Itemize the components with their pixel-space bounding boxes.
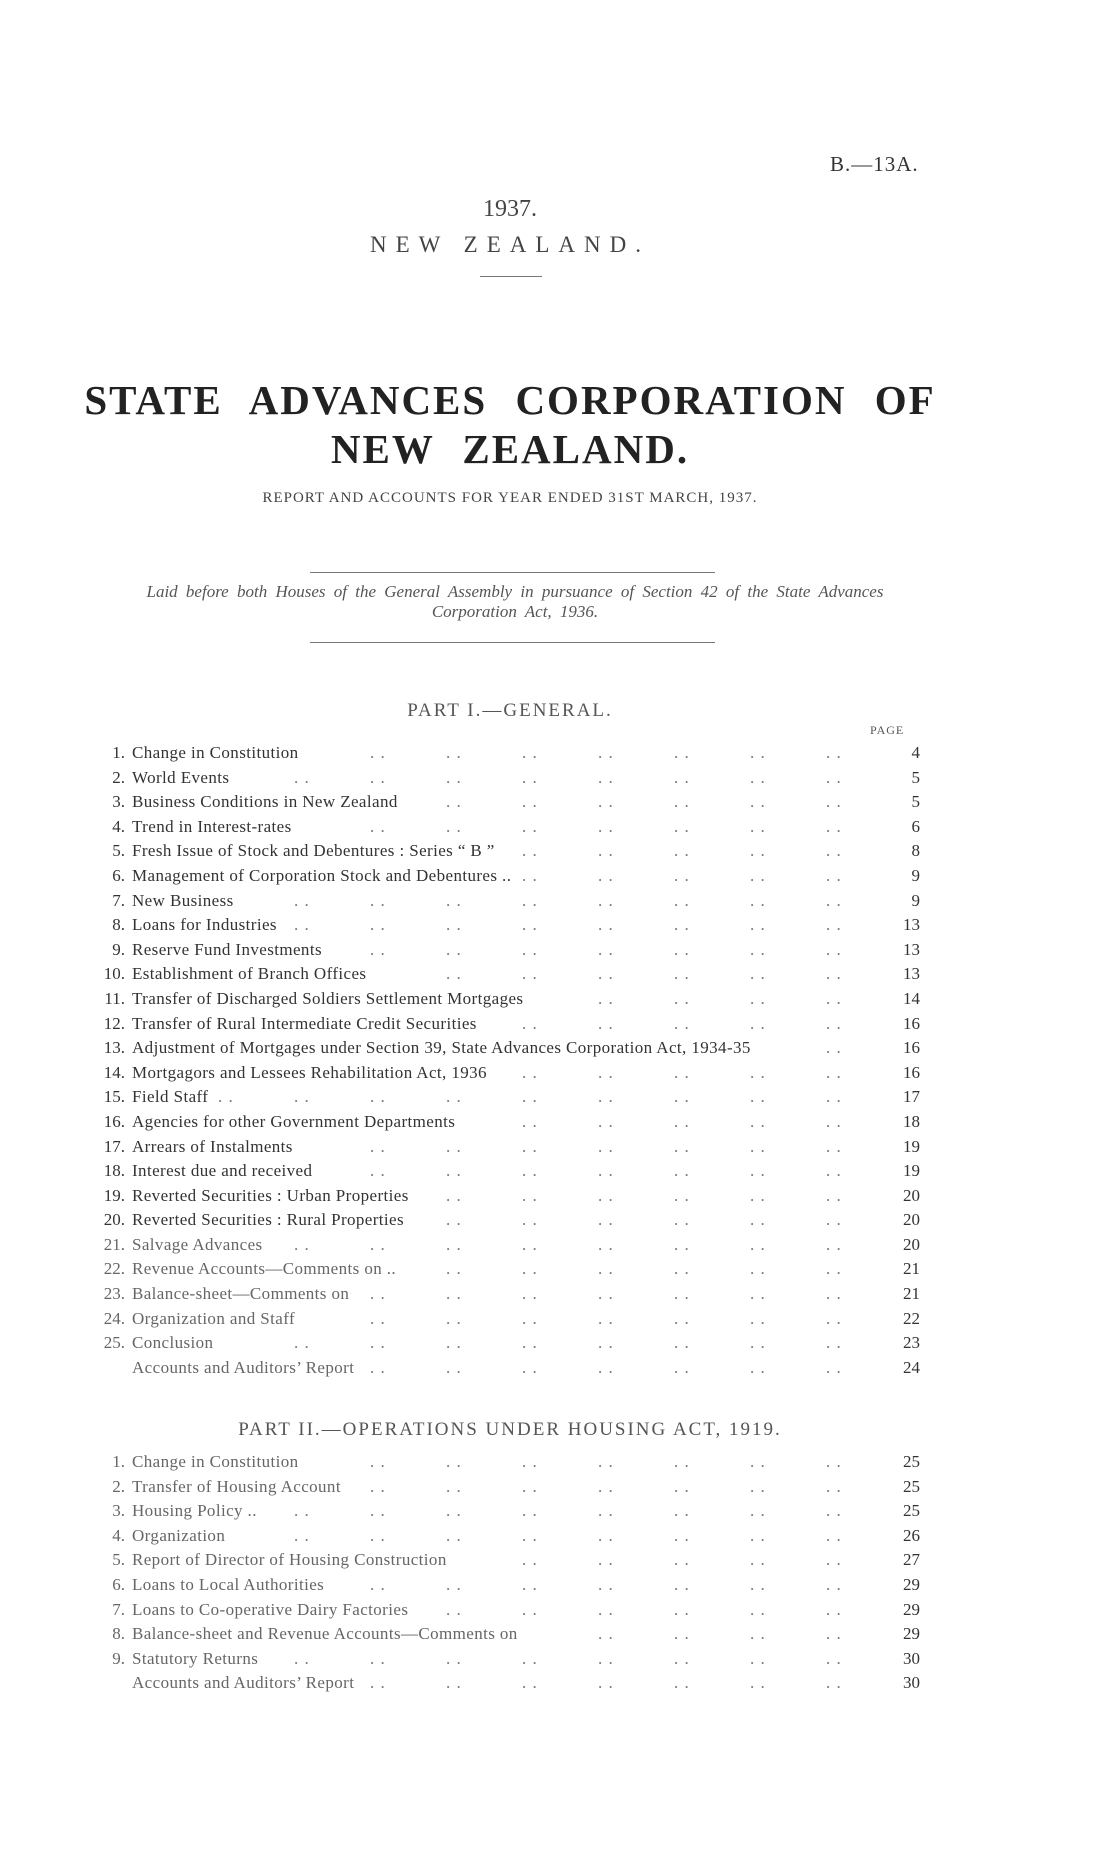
toc-item-page: 13	[903, 915, 920, 935]
toc-row: 23. Balance-sheet—Comments on 21 . . . . . . . . . . . . . .	[103, 1284, 920, 1304]
toc-row: 18. Interest due and received 19 . . . . . . . . . . . . . .	[103, 1161, 920, 1181]
toc-item-number: 11.	[104, 988, 125, 1008]
toc-item-page: 19	[903, 1136, 920, 1156]
toc-row: 9. Statutory Returns 30 . . . . . . . . . . . . . . . .	[112, 1648, 920, 1668]
toc-item-label: Balance-sheet—Comments on	[132, 1284, 350, 1304]
toc-item-page: 20	[903, 1185, 920, 1205]
toc-row: 16. Agencies for other Government Departments 18 . . . . . . . . . .	[103, 1111, 920, 1131]
toc-row: 8. Loans for Industries 13 . . . . . . . . . . . . . . . .	[112, 915, 920, 935]
toc-item-number: 7.	[112, 1599, 125, 1619]
toc-item-label: Transfer of Rural Intermediate Credit Securities	[132, 1013, 477, 1033]
laid-divider-bottom	[310, 642, 715, 643]
toc-item-number: 8.	[112, 915, 125, 935]
toc-item-label: Reverted Securities : Urban Properties	[132, 1185, 409, 1205]
toc-item-label: Management of Corporation Stock and Debentures ..	[132, 865, 512, 885]
toc-item-label: World Events	[132, 767, 230, 787]
toc-item-number: 17.	[103, 1136, 125, 1156]
toc-item-number: 20.	[103, 1210, 125, 1230]
toc-item-page: 9	[911, 865, 920, 885]
toc-item-page: 16	[903, 1038, 920, 1058]
toc-row: 6. Management of Corporation Stock and Debentures .. 9 . . . . . . . . . .	[112, 865, 920, 885]
toc-item-page: 29	[903, 1574, 920, 1594]
part-1-contents	[80, 743, 920, 1382]
part-1-heading: PART I.—GENERAL.	[407, 700, 613, 721]
toc-item-page: 29	[903, 1599, 920, 1619]
toc-item-number: 10.	[103, 964, 125, 984]
toc-row: 4. Trend in Interest-rates 6 . . . . . . . . . . . . . .	[112, 816, 920, 836]
toc-item-number: 1.	[112, 743, 125, 762]
toc-item-number: 24.	[103, 1308, 125, 1328]
toc-row: 15. Field Staff 17 . . . . . . . . . . . . . . . . . .	[103, 1087, 920, 1107]
toc-item-label: Accounts and Auditors’ Report	[132, 1673, 355, 1693]
toc-item-number: 2.	[112, 767, 125, 787]
toc-row: 8. Balance-sheet and Revenue Accounts—Comments on 29 . . . . . . . .	[112, 1624, 920, 1644]
toc-row: 5. Report of Director of Housing Construction 27 . . . . . . . . . .	[112, 1550, 920, 1570]
toc-row: 20. Reverted Securities : Rural Properties 20 . . . . . . . . . . . .	[103, 1210, 920, 1230]
toc-item-page: 13	[903, 939, 920, 959]
toc-item-number: 22.	[103, 1259, 125, 1279]
toc-row: 12. Transfer of Rural Intermediate Credit Securities 16 . . . . . . . . . .	[103, 1013, 920, 1033]
toc-item-number: 6.	[112, 1574, 125, 1594]
toc-item-page: 26	[903, 1525, 920, 1545]
toc-item-page: 30	[903, 1648, 920, 1668]
document-reference: B.—13A.	[830, 152, 919, 176]
toc-item-page: 25	[903, 1452, 920, 1471]
toc-item-label: Establishment of Branch Offices	[132, 964, 367, 984]
toc-item-page: 13	[903, 964, 920, 984]
toc-item-page: 17	[903, 1087, 920, 1107]
toc-item-page: 16	[903, 1062, 920, 1082]
toc-item-page: 25	[903, 1476, 920, 1496]
toc-row: 1. Change in Constitution 4 . . . . . . . . . . . . . .	[112, 743, 920, 762]
title-line-1: STATE ADVANCES CORPORATION OF	[84, 377, 936, 423]
toc-item-label: Reserve Fund Investments	[132, 939, 322, 959]
toc-item-number: 5.	[112, 1550, 125, 1570]
toc-item-label: Balance-sheet and Revenue Accounts—Comments on	[132, 1624, 518, 1644]
toc-row: 4. Organization 26 . . . . . . . . . . . . . . . .	[112, 1525, 920, 1545]
toc-item-label: Mortgagors and Lessees Rehabilitation Act, 1936	[132, 1062, 487, 1082]
toc-item-label: Fresh Issue of Stock and Debentures : Series “ B ”	[132, 841, 495, 861]
toc-item-label: Statutory Returns	[132, 1648, 259, 1668]
toc-row: 6. Loans to Local Authorities 29 . . . . . . . . . . . . . .	[112, 1574, 920, 1594]
toc-row: 1. Change in Constitution 25 . . . . . . . . . . . . . .	[112, 1452, 920, 1471]
toc-item-number: 9.	[112, 1648, 125, 1668]
toc-item-page: 5	[911, 767, 920, 787]
toc-item-number: 12.	[103, 1013, 125, 1033]
toc-item-page: 9	[911, 890, 920, 910]
laid-line-1: Laid before both Houses of the General Assembly in pursuance of Section 42 of the State Advances	[146, 582, 884, 601]
toc-item-page: 21	[903, 1259, 920, 1279]
document-year: 1937.	[483, 196, 537, 222]
toc-item-page: 24	[903, 1357, 920, 1377]
toc-item-page: 25	[903, 1501, 920, 1521]
part-2-contents	[80, 1452, 920, 1698]
toc-row: 11. Transfer of Discharged Soldiers Settlement Mortgages 14 . . . . . . . .	[104, 988, 920, 1008]
toc-item-number: 7.	[112, 890, 125, 910]
toc-item-label: Field Staff	[132, 1087, 209, 1107]
part-2-heading: PART II.—OPERATIONS UNDER HOUSING ACT, 1919.	[238, 1419, 782, 1440]
toc-row: 25. Conclusion 23 . . . . . . . . . . . . . . . .	[103, 1333, 920, 1353]
toc-row: 7. Loans to Co-operative Dairy Factories 29 . . . . . . . . . . . .	[112, 1599, 920, 1619]
toc-item-page: 21	[903, 1284, 920, 1304]
toc-item-number: 8.	[112, 1624, 125, 1644]
toc-item-label: Interest due and received	[132, 1161, 313, 1181]
toc-item-label: Change in Constitution	[132, 743, 299, 762]
toc-item-label: Loans to Local Authorities	[132, 1574, 325, 1594]
toc-item-label: Trend in Interest-rates	[132, 816, 292, 836]
toc-item-number: 4.	[112, 1525, 125, 1545]
toc-item-page: 5	[911, 792, 920, 812]
toc-row: 3. Housing Policy .. 25 . . . . . . . . . . . . . . . .	[112, 1501, 920, 1521]
toc-item-page: 18	[903, 1111, 920, 1131]
toc-item-number: 6.	[112, 865, 125, 885]
toc-item-number: 13.	[103, 1038, 125, 1058]
toc-row: 21. Salvage Advances 20 . . . . . . . . . . . . . . . .	[103, 1234, 920, 1254]
toc-item-page: 20	[903, 1234, 920, 1254]
toc-item-label: Organization and Staff	[132, 1308, 296, 1328]
toc-item-number: 5.	[112, 841, 125, 861]
toc-item-label: Business Conditions in New Zealand	[132, 792, 398, 812]
toc-item-page: 8	[911, 841, 920, 861]
toc-item-label: New Business	[132, 890, 234, 910]
toc-row: 13. Adjustment of Mortgages under Section 39, State Advances Corporation Act, 1934-35 16 . .	[103, 1038, 920, 1058]
laid-divider-top	[310, 572, 715, 573]
toc-row: 17. Arrears of Instalments 19 . . . . . . . . . . . . . .	[103, 1136, 920, 1156]
toc-item-label: Housing Policy ..	[132, 1501, 257, 1521]
toc-item-label: Transfer of Discharged Soldiers Settlement Mortgages	[132, 988, 524, 1008]
toc-row: Accounts and Auditors’ Report 30 . . . . . . . . . . . . . .	[132, 1673, 920, 1693]
toc-item-number: 3.	[112, 1501, 125, 1521]
laid-before-notice	[90, 582, 940, 622]
toc-item-number: 25.	[103, 1333, 125, 1353]
toc-item-label: Change in Constitution	[132, 1452, 299, 1471]
toc-item-number: 19.	[103, 1185, 125, 1205]
report-subtitle: REPORT AND ACCOUNTS FOR YEAR ENDED 31ST MARCH, 1937.	[262, 490, 758, 506]
toc-row: 10. Establishment of Branch Offices 13 . . . . . . . . . . . .	[103, 964, 920, 984]
toc-item-number: 16.	[103, 1111, 125, 1131]
toc-item-page: 16	[903, 1013, 920, 1033]
toc-item-number: 2.	[112, 1476, 125, 1496]
toc-item-page: 29	[903, 1624, 920, 1644]
toc-item-page: 14	[903, 988, 920, 1008]
toc-item-label: Accounts and Auditors’ Report	[132, 1357, 355, 1377]
toc-item-number: 9.	[112, 939, 125, 959]
toc-item-label: Reverted Securities : Rural Properties	[132, 1210, 405, 1230]
toc-item-label: Loans for Industries	[132, 915, 277, 935]
toc-item-number: 3.	[112, 792, 125, 812]
toc-item-page: 6	[911, 816, 920, 836]
toc-item-page: 19	[903, 1161, 920, 1181]
toc-item-label: Salvage Advances	[132, 1234, 263, 1254]
toc-row: 5. Fresh Issue of Stock and Debentures : Series “ B ” 8 . . . . . . . . . .	[112, 841, 920, 861]
toc-item-number: 15.	[103, 1087, 125, 1107]
toc-item-label: Adjustment of Mortgages under Section 39, State Advances Corporation Act, 1934-35	[132, 1038, 751, 1058]
toc-item-page: 4	[911, 743, 920, 762]
toc-item-number: 21.	[103, 1234, 125, 1254]
toc-row: 9. Reserve Fund Investments 13 . . . . . . . . . . . . . .	[112, 939, 920, 959]
toc-item-page: 23	[903, 1333, 920, 1353]
toc-item-page: 30	[903, 1673, 920, 1693]
toc-row: 22. Revenue Accounts—Comments on .. 21 . . . . . . . . . . . .	[103, 1259, 920, 1279]
toc-item-label: Agencies for other Government Departments	[132, 1111, 456, 1131]
toc-item-page: 20	[903, 1210, 920, 1230]
title-line-2: NEW ZEALAND.	[330, 426, 690, 472]
toc-item-label: Arrears of Instalments	[132, 1136, 293, 1156]
toc-row: 2. World Events 5 . . . . . . . . . . . . . . . .	[112, 767, 920, 787]
toc-item-number: 4.	[112, 816, 125, 836]
toc-item-label: Loans to Co-operative Dairy Factories	[132, 1599, 409, 1619]
toc-item-label: Revenue Accounts—Comments on ..	[132, 1259, 397, 1279]
toc-item-number: 1.	[112, 1452, 125, 1471]
toc-row: 19. Reverted Securities : Urban Properties 20 . . . . . . . . . . . .	[103, 1185, 920, 1205]
toc-item-number: 18.	[103, 1161, 125, 1181]
toc-item-label: Report of Director of Housing Construction	[132, 1550, 447, 1570]
toc-item-label: Conclusion	[132, 1333, 214, 1353]
toc-row: 24. Organization and Staff 22 . . . . . . . . . . . . . .	[103, 1308, 920, 1328]
toc-item-number: 14.	[103, 1062, 125, 1082]
toc-row: 7. New Business 9 . . . . . . . . . . . . . . . .	[112, 890, 920, 910]
toc-row: Accounts and Auditors’ Report 24 . . . . . . . . . . . . . .	[132, 1357, 920, 1377]
toc-item-label: Organization	[132, 1525, 226, 1545]
toc-item-number: 23.	[103, 1284, 125, 1304]
header-divider	[480, 276, 542, 277]
toc-item-page: 27	[903, 1550, 920, 1570]
laid-line-2: Corporation Act, 1936.	[431, 602, 599, 621]
toc-row: 2. Transfer of Housing Account 25 . . . . . . . . . . . . . .	[112, 1476, 920, 1496]
page-column-header: PAGE	[870, 723, 905, 737]
toc-row: 3. Business Conditions in New Zealand 5 . . . . . . . . . . . .	[112, 792, 920, 812]
toc-item-label: Transfer of Housing Account	[132, 1476, 341, 1496]
toc-row: 14. Mortgagors and Lessees Rehabilitation Act, 1936 16 . . . . . . . . . .	[103, 1062, 920, 1082]
country-heading: NEW ZEALAND.	[369, 232, 651, 257]
toc-item-page: 22	[903, 1308, 920, 1328]
